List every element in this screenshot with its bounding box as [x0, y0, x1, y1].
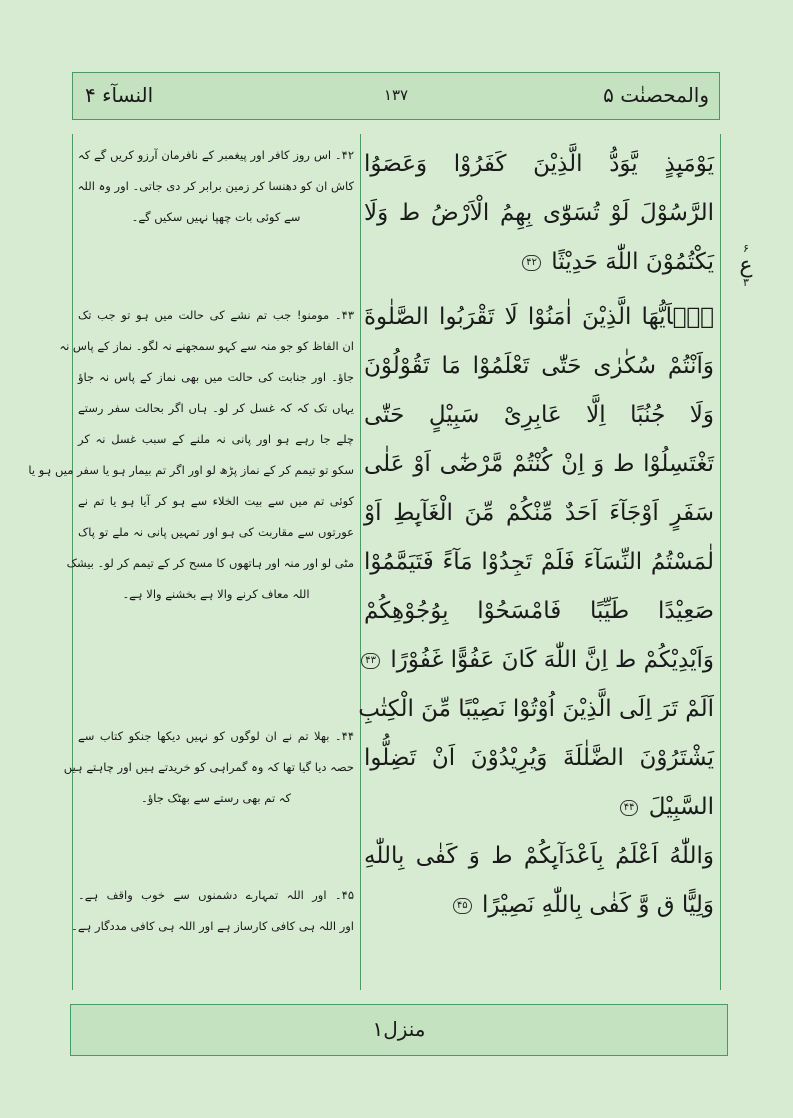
ayah-line: يٰۤاَيُّهَا الَّذِيْنَ اٰمَنُوْا لَا تَقْرَبُوا الصَّلٰوةَ [364, 304, 714, 330]
page-header [72, 72, 720, 120]
translation-note-42 [78, 140, 354, 233]
note-line: اللہ معاف کرنے والا ہے بخشنے والا ہے۔ [122, 587, 310, 601]
note-line: جاؤ۔ اور جنابت کی حالت میں بھی نماز کے پاس نہ جاؤ [78, 370, 354, 384]
note-line: ۴۴۔ بھلا تم نے ان لوگوں کو نہیں دیکھا جنکو کتاب سے [78, 729, 354, 743]
note-line: ۴۲۔ اس روز کافر اور پیغمبر کے نافرمان آرزو کریں گے کہ [78, 148, 354, 162]
translation-note-45 [71, 880, 354, 942]
note-line: کاش ان کو دھنسا کر زمین برابر کر دی جاتی۔ اور وہ اللہ [77, 179, 354, 193]
page-number: ۱۳۷ [383, 86, 409, 104]
ayah-end-marker: ۴۲ [522, 255, 541, 271]
ayah-line [364, 238, 714, 287]
note-line: یہاں تک کہ کہ غسل کر لو۔ ہاں اگر بحالت سفر رستے [78, 401, 354, 415]
column-divider [360, 134, 361, 990]
manzil-label: منزل۱ [372, 1017, 426, 1041]
note-line: حصہ دیا گیا تھا کہ وہ گمراہی کو خریدتے ہیں اور چاہتے ہیں [63, 760, 354, 774]
note-line: چلے جا رہے ہو اور پانی نہ ملنے کے سبب غسل نہ کر [78, 432, 354, 446]
ayah-line: وَاللّٰهُ اَعْلَمُ بِاَعْدَآىِٕكُمْ ط وَ كَفٰى بِاللّٰهِ [364, 843, 714, 869]
ruku-marker [736, 243, 756, 289]
translation-note-44 [63, 721, 354, 814]
note-line: ۴۵۔ اور اللہ تمہارے دشمنوں سے خوب واقف ہے۔ [78, 888, 354, 902]
arabic-text-column [358, 140, 714, 930]
note-line: کہ تم بھی رستے سے بھٹک جاؤ۔ [140, 791, 292, 805]
ayah-line: لٰمَسْتُمُ النِّسَآءَ فَلَمْ تَجِدُوْا مَآءً فَتَيَمَّمُوْا [364, 549, 714, 575]
ruku-count-top: ۶ [743, 242, 749, 255]
note-line: ان الفاظ کو جو منہ سے کہو سمجھنے نہ لگو۔ نماز کے پاس نہ [59, 339, 354, 353]
ayah-text: السَّبِيْلَ [648, 794, 714, 820]
translation-note-43 [28, 300, 354, 610]
ayah-text: وَاَيْدِيْكُمْ ط اِنَّ اللّٰهَ كَانَ عَفُوًّا غَفُوْرًا [390, 647, 714, 673]
ayah-line [364, 881, 714, 930]
ruku-count-bottom: ۳ [743, 276, 749, 289]
note-line: ۴۳۔ مومنو! جب تم نشے کی حالت میں ہو تو جب تک [78, 308, 354, 322]
note-line: اور اللہ ہی کافی کارساز ہے اور اللہ ہی کافی مددگار ہے۔ [71, 919, 354, 933]
note-line: مٹی لو اور منہ اور ہاتھوں کا مسح کر کے تیمم کر لو۔ بیشک [66, 556, 354, 570]
ayah-text: وَلِيًّا ق وَّ كَفٰى بِاللّٰهِ نَصِيْرًا [481, 892, 714, 918]
ayah-line: يَوْمَىِٕذٍ يَّوَدُّ الَّذِيْنَ كَفَرُوْا وَعَصَوُا [364, 151, 714, 177]
page-footer [70, 1004, 728, 1056]
ruku-symbol: ع [739, 253, 753, 278]
ayah-line: وَلَا جُنُبًا اِلَّا عَابِرِىْ سَبِيْلٍ حَتّٰى [364, 402, 714, 428]
ayah-line: سَفَرٍ اَوْجَآءَ اَحَدٌ مِّنْكُمْ مِّنَ الْغَآىِٕطِ اَوْ [364, 500, 714, 526]
note-line: عورتوں سے مقاربت کی ہو اور تمہیں پانی نہ ملے تو پاک [78, 525, 354, 539]
juz-name: والمحصنٰت ۵ [603, 83, 709, 107]
note-line: سے کوئی بات چھپا نہیں سکیں گے۔ [131, 210, 301, 224]
note-line: کوئی تم میں سے بیت الخلاء سے ہو کر آیا ہو یا تم نے [78, 494, 354, 508]
ayah-text: يَكْتُمُوْنَ اللّٰهَ حَدِيْثًا [551, 249, 714, 275]
ayah-line: وَاَنْتُمْ سُكٰرٰى حَتّٰى تَعْلَمُوْا مَا تَقُوْلُوْنَ [364, 353, 714, 379]
ayah-line: اَلَمْ تَرَ اِلَى الَّذِيْنَ اُوْتُوْا نَصِيْبًا مِّنَ الْكِتٰبِ [358, 696, 714, 722]
ayah-line: الرَّسُوْلَ لَوْ تُسَوّٰى بِهِمُ الْاَرْضُ ط وَلَا [364, 200, 714, 226]
ayah-line: يَشْتَرُوْنَ الضَّلٰلَةَ وَيُرِيْدُوْنَ اَنْ تَضِلُّوا [364, 745, 714, 771]
surah-name: النسآء ۴ [85, 83, 154, 107]
ayah-end-marker: ۴۵ [453, 898, 472, 914]
ayah-end-marker: ۴۳ [361, 653, 380, 669]
ayah-line [364, 636, 714, 685]
ayah-line [364, 783, 714, 832]
note-line: سکو تو تیمم کر کے نماز پڑھ لو اور اگر تم بیمار ہو یا سفر میں ہو یا [28, 463, 354, 477]
ayah-line: تَغْتَسِلُوْا ط وَ اِنْ كُنْتُمْ مَّرْضٰٓى اَوْ عَلٰى [364, 451, 714, 477]
ayah-end-marker: ۴۴ [620, 800, 639, 816]
ayah-line: صَعِيْدًا طَيِّبًا فَامْسَحُوْا بِوُجُوْهِكُمْ [364, 598, 714, 624]
